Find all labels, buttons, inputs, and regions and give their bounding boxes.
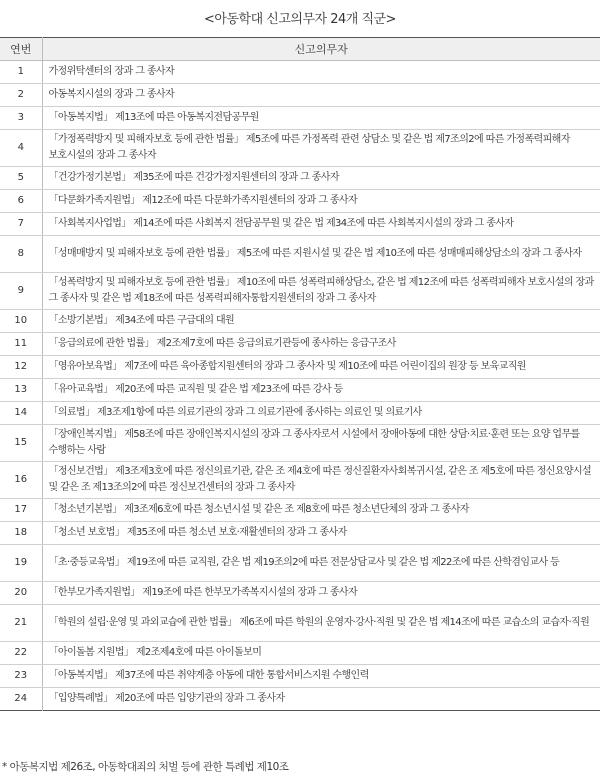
row-number: 1 <box>0 61 42 84</box>
table-row <box>0 499 600 522</box>
row-number: 19 <box>0 545 42 582</box>
row-text: 「소방기본법」 제34조에 따른 구급대의 대원 <box>42 310 600 333</box>
row-number: 24 <box>0 688 42 711</box>
row-text: 「아동복지법」 제37조에 따른 취약계층 아동에 대한 통합서비스지원 수행인력 <box>42 665 600 688</box>
table-row <box>0 665 600 688</box>
table-row <box>0 402 600 425</box>
row-text: 「아이돌봄 지원법」 제2조제4호에 따른 아이돌보미 <box>42 642 600 665</box>
row-text: 「의료법」 제3조제1항에 따른 의료기관의 장과 그 의료기관에 종사하는 의료인 및 의료기사 <box>42 402 600 425</box>
header-number: 연번 <box>0 38 42 61</box>
row-number: 5 <box>0 167 42 190</box>
row-text: 「유아교육법」 제20조에 따른 교직원 및 같은 법 제23조에 따른 강사 등 <box>42 379 600 402</box>
row-number: 4 <box>0 130 42 167</box>
row-number: 13 <box>0 379 42 402</box>
row-number: 17 <box>0 499 42 522</box>
table-row <box>0 333 600 356</box>
table-row <box>0 522 600 545</box>
table-row <box>0 310 600 333</box>
row-text: 「건강가정기본법」 제35조에 따른 건강가정지원센터의 장과 그 종사자 <box>42 167 600 190</box>
row-number: 20 <box>0 582 42 605</box>
row-text: 「초·중등교육법」 제19조에 따른 교직원, 같은 법 제19조의2에 따른 전문상담교사 및 같은 법 제22조에 따른 산학겸임교사 등 <box>42 545 600 582</box>
table-row <box>0 190 600 213</box>
header-reporter: 신고의무자 <box>42 38 600 61</box>
row-number: 12 <box>0 356 42 379</box>
table-row <box>0 425 600 462</box>
table-row <box>0 273 600 310</box>
row-number: 23 <box>0 665 42 688</box>
row-number: 16 <box>0 462 42 499</box>
table-row <box>0 84 600 107</box>
table-row <box>0 130 600 167</box>
row-number: 9 <box>0 273 42 310</box>
table-row <box>0 167 600 190</box>
row-text: 「학원의 설립·운영 및 과외교습에 관한 법률」 제6조에 따른 학원의 운영자·강사·직원 및 같은 법 제14조에 따른 교습소의 교습자·직원 <box>42 605 600 642</box>
page-title: <아동학대 신고의무자 24개 직군> <box>204 12 396 27</box>
row-text: 「장애인복지법」 제58조에 따른 장애인복지시설의 장과 그 종사자로서 시설에서 장애아동에 대한 상담·치료·훈련 또는 요양 업무를 수행하는 사람 <box>42 425 600 462</box>
row-text: 「응급의료에 관한 법률」 제2조제7호에 따른 응급의료기관등에 종사하는 응급구조사 <box>42 333 600 356</box>
row-text: 「가정폭력방지 및 피해자보호 등에 관한 법률」 제5조에 따른 가정폭력 관련 상담소 및 같은 법 제7조의2에 따른 가정폭력피해자 보호시설의 장과 그 종사자 <box>42 130 600 167</box>
table-row <box>0 462 600 499</box>
row-number: 10 <box>0 310 42 333</box>
table-row <box>0 213 600 236</box>
row-text: 「성폭력방지 및 피해자보호 등에 관한 법률」 제10조에 따른 성폭력피해상담소, 같은 법 제12조에 따른 성폭력피해자 보호시설의 장과 그 종사자 및 같은 법 제18조에 따른 성폭력피해자통합지원센터의 장과 그 종사자 <box>42 273 600 310</box>
row-number: 2 <box>0 84 42 107</box>
row-text: 아동복지시설의 장과 그 종사자 <box>42 84 600 107</box>
table-row <box>0 605 600 642</box>
row-text: 「한부모가족지원법」 제19조에 따른 한부모가족복지시설의 장과 그 종사자 <box>42 582 600 605</box>
table-row <box>0 642 600 665</box>
table-row <box>0 236 600 273</box>
table-header-row <box>0 38 600 61</box>
table-row <box>0 545 600 582</box>
table-row <box>0 107 600 130</box>
table-row <box>0 379 600 402</box>
row-text: 「청소년기본법」 제3조제6호에 따른 청소년시설 및 같은 조 제8호에 따른 청소년단체의 장과 그 종사자 <box>42 499 600 522</box>
row-text: 「정신보건법」 제3조제3호에 따른 정신의료기관, 같은 조 제4호에 따른 정신질환자사회복귀시설, 같은 조 제5호에 따른 정신요양시설 및 같은 조 제13조의2에 따른 정신보건센터의 장과 그 종사자 <box>42 462 600 499</box>
row-text: 「아동복지법」 제13조에 따른 아동복지전담공무원 <box>42 107 600 130</box>
row-text: 「성매매방지 및 피해자보호 등에 관한 법률」 제5조에 따른 지원시설 및 같은 법 제10조에 따른 성매매피해상담소의 장과 그 종사자 <box>42 236 600 273</box>
row-number: 8 <box>0 236 42 273</box>
row-number: 21 <box>0 605 42 642</box>
row-number: 15 <box>0 425 42 462</box>
row-text: 「청소년 보호법」 제35조에 따른 청소년 보호·재활센터의 장과 그 종사자 <box>42 522 600 545</box>
row-text: 가정위탁센터의 장과 그 종사자 <box>42 61 600 84</box>
row-number: 6 <box>0 190 42 213</box>
table-row <box>0 356 600 379</box>
mandatory-reporters-table <box>0 37 600 711</box>
table-row <box>0 688 600 711</box>
row-number: 14 <box>0 402 42 425</box>
row-number: 18 <box>0 522 42 545</box>
row-text: 「다문화가족지원법」 제12조에 따른 다문화가족지원센터의 장과 그 종사자 <box>42 190 600 213</box>
table-row <box>0 61 600 84</box>
row-text: 「사회복지사업법」 제14조에 따른 사회복지 전담공무원 및 같은 법 제34조에 따른 사회복지시설의 장과 그 종사자 <box>42 213 600 236</box>
row-number: 3 <box>0 107 42 130</box>
footnote: * 아동복지법 제26조, 아동학대죄의 처벌 등에 관한 특례법 제10조 <box>2 761 289 773</box>
row-number: 22 <box>0 642 42 665</box>
row-text: 「영유아보육법」 제7조에 따른 육아종합지원센터의 장과 그 종사자 및 제10조에 따른 어린이집의 원장 등 보육교직원 <box>42 356 600 379</box>
table-row <box>0 582 600 605</box>
row-text: 「입양특례법」 제20조에 따른 입양기관의 장과 그 종사자 <box>48 693 285 704</box>
row-number: 11 <box>0 333 42 356</box>
row-number: 7 <box>0 213 42 236</box>
